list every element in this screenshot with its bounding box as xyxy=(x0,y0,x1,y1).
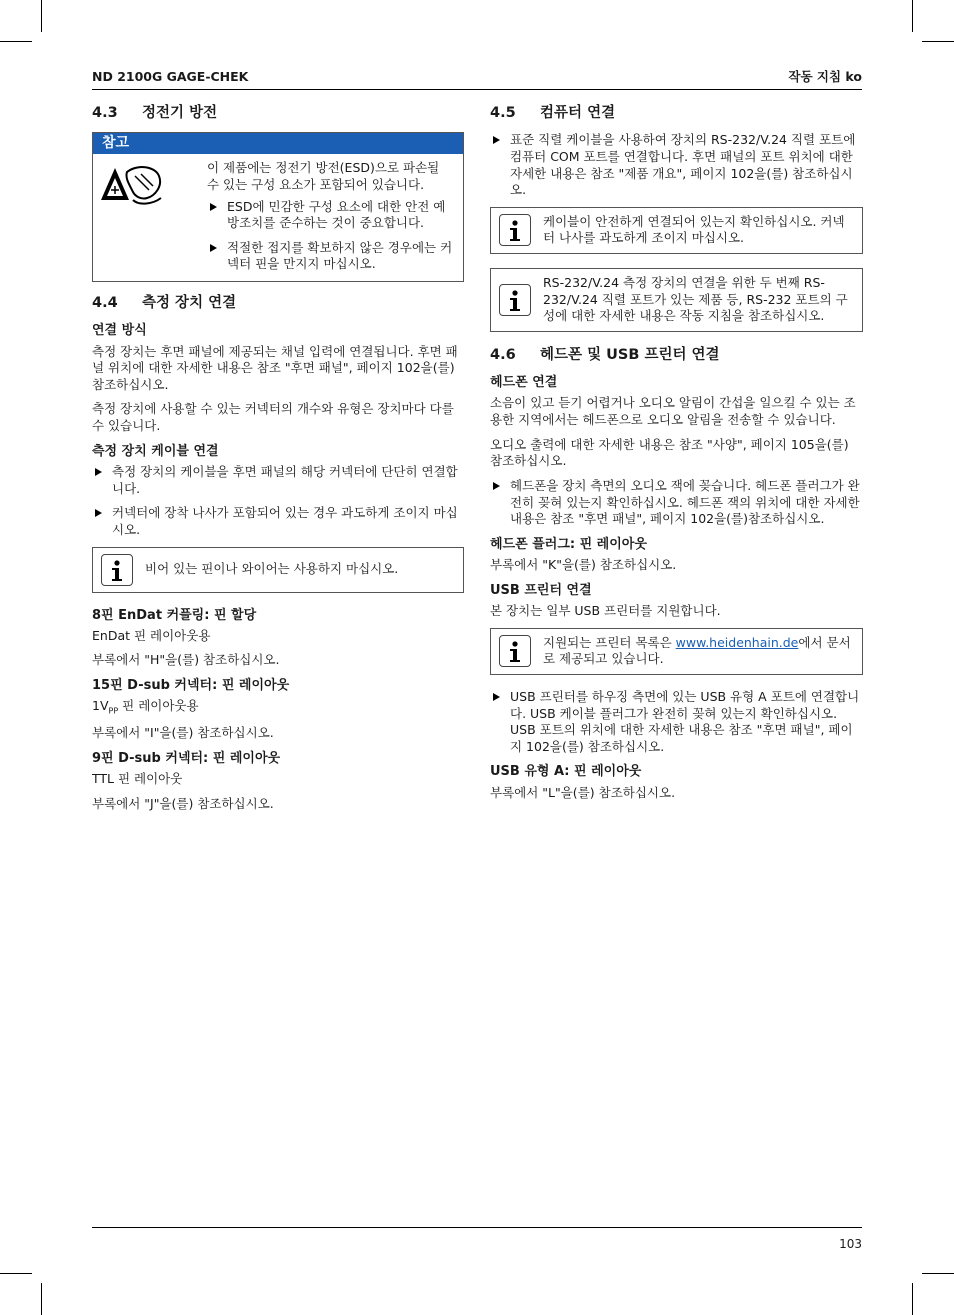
subheading: 헤드폰 연결 xyxy=(490,375,558,391)
document-title: ND 2100G GAGE-CHEK xyxy=(92,69,249,84)
section-title: 정전기 방전 xyxy=(142,105,218,121)
note-intro: 이 제품에는 정전기 방전(ESD)으로 파손될 수 있는 구성 요소가 포함되어 있습니다. xyxy=(207,160,440,192)
page-footer xyxy=(92,1227,862,1251)
page-number: 103 xyxy=(839,1237,862,1251)
subheading: USB 프린터 연결 xyxy=(490,582,592,598)
info-text: RS-232/V.24 측정 장치의 연결을 위한 두 번째 RS-232/V.24 직렬 포트가 있는 제품 등, RS-232 포트의 구성에 대한 자세한 내용은 작동 지침을 참조하십시오. xyxy=(543,275,848,324)
section-number: 4.4 xyxy=(92,295,118,312)
info-text: 비어 있는 핀이나 와이어는 사용하지 마십시오. xyxy=(145,561,399,577)
subheading: USB 유형 A: 핀 레이아웃 xyxy=(490,764,642,780)
subheading: 헤드폰 플러그: 핀 레이아웃 xyxy=(490,536,647,552)
list-item: 적절한 접지를 확보하지 않은 경우에는 커넥터 핀을 만지지 마십시오. xyxy=(207,240,453,273)
info-note-box xyxy=(490,628,863,675)
paragraph: 측정 장치는 후면 패널에 제공되는 채널 입력에 연결됩니다. 후면 패널 위치에 대한 자세한 내용은 참조 "후면 패널", 페이지 102을(를) 참조하십시오. xyxy=(92,343,458,392)
paragraph: 부록에서 "K"을(를) 참조하십시오. xyxy=(490,557,677,573)
paragraph: 부록에서 "J"을(를) 참조하십시오. xyxy=(92,795,274,811)
section-heading-4-6 xyxy=(490,346,863,365)
crop-mark xyxy=(922,1273,954,1274)
paragraph: $1V_{PP}$ 핀 레이아웃용 xyxy=(92,698,199,716)
section-number: 4.3 xyxy=(92,105,118,121)
info-text: 지원되는 프린터 목록은 www.heidenhain.de에서 문서로 제공되고 있습니다. xyxy=(543,634,851,667)
paragraph: 본 장치는 일부 USB 프린터를 지원합니다. xyxy=(490,603,721,619)
paragraph: 측정 장치에 사용할 수 있는 커넥터의 개수와 유형은 장치마다 다를 수 있습니다. xyxy=(92,401,454,434)
list-item: USB 프린터를 하우징 측면에 있는 USB 유형 A 포트에 연결합니다. USB 케이블 플러그가 완전히 꽂혀 있는지 확인하십시오. USB 포트의 위치에 대한 자세한 내용은 참조 "후면 패널", 페이지 102을(를) 참조하십시오. xyxy=(490,689,863,756)
esd-warning-icon xyxy=(99,160,207,273)
subheading: 15핀 D-sub 커넥터: 핀 레이아웃 xyxy=(92,678,290,694)
paragraph: 부록에서 "I"을(를) 참조하십시오. xyxy=(92,725,274,741)
list-item: 표준 직렬 케이블을 사용하여 장치의 RS-232/V.24 직렬 포트에 컴퓨터 COM 포트를 연결합니다. 후면 패널의 포트 위치에 대한 자세한 내용은 참조 "제품 개요", 페이지 102을(를) 참조하십시오. xyxy=(490,132,863,199)
section-title: 작동 지침 ko xyxy=(788,69,862,84)
section-number: 4.5 xyxy=(490,105,516,121)
section-heading-4-5 xyxy=(490,104,863,123)
crop-mark xyxy=(41,1283,42,1315)
section-heading-4-4 xyxy=(92,294,464,313)
paragraph: EnDat 핀 레이아웃용 xyxy=(92,627,211,643)
info-note-box xyxy=(490,207,863,254)
paragraph: TTL 핀 레이아웃 xyxy=(92,771,183,787)
note-label: 참고 xyxy=(93,133,463,154)
list-item: 커넥터에 장착 나사가 포함되어 있는 경우 과도하게 조이지 마십시오. xyxy=(92,505,464,538)
crop-mark xyxy=(912,1283,913,1315)
info-note-box xyxy=(92,547,464,593)
info-icon xyxy=(499,284,531,316)
crop-mark xyxy=(922,41,954,42)
section-title: 헤드폰 및 USB 프린터 연결 xyxy=(540,346,720,363)
list-item: 헤드폰을 장치 측면의 오디오 잭에 꽂습니다. 헤드폰 플러그가 완전히 꽂혀 있는지 확인하십시오. 헤드폰 잭의 위치에 대한 자세한 내용은 참조 "후면 패널", 페이지 102을(를)참조하십시오. xyxy=(490,478,863,528)
info-note-box xyxy=(490,268,863,332)
paragraph: 부록에서 "H"을(를) 참조하십시오. xyxy=(92,652,280,668)
subheading: 9핀 D-sub 커넥터: 핀 레이아웃 xyxy=(92,751,281,767)
list-item: 측정 장치의 케이블을 후면 패널의 해당 커넥터에 단단히 연결합니다. xyxy=(92,464,464,497)
info-icon xyxy=(499,214,531,246)
page-header xyxy=(92,69,862,90)
section-title: 컴퓨터 연결 xyxy=(540,105,616,121)
crop-mark xyxy=(41,0,42,32)
section-number: 4.6 xyxy=(490,346,516,363)
right-column xyxy=(490,104,863,809)
subheading: 측정 장치 케이블 연결 xyxy=(92,443,219,459)
crop-mark xyxy=(912,0,913,32)
paragraph: 소음이 있고 듣기 어렵거나 오디오 알림이 간섭을 일으킬 수 있는 조용한 지역에서는 헤드폰으로 오디오 알림을 전송할 수 있습니다. xyxy=(490,395,856,428)
info-icon xyxy=(499,635,531,667)
info-text: 케이블이 안전하게 연결되어 있는지 확인하십시오. 커넥터 나사를 과도하게 조이지 마십시오. xyxy=(543,213,845,246)
section-title: 측정 장치 연결 xyxy=(142,295,237,312)
esd-note-box xyxy=(92,132,464,282)
heidenhain-link[interactable]: www.heidenhain.de xyxy=(675,634,799,650)
paragraph: 오디오 출력에 대한 자세한 내용은 참조 "사양", 페이지 105을(를) 참조하십시오. xyxy=(490,436,849,469)
crop-mark xyxy=(0,41,32,42)
info-icon xyxy=(101,554,133,586)
subheading: 8핀 EnDat 커플링: 핀 할당 xyxy=(92,607,257,623)
crop-mark xyxy=(0,1273,32,1274)
left-column xyxy=(92,104,464,821)
subheading: 연결 방식 xyxy=(92,323,147,339)
section-heading-4-3 xyxy=(92,104,464,123)
list-item: ESD에 민감한 구성 요소에 대한 안전 예방조치를 준수하는 것이 중요합니다. xyxy=(207,199,453,232)
paragraph: 부록에서 "L"을(를) 참조하십시오. xyxy=(490,784,676,800)
